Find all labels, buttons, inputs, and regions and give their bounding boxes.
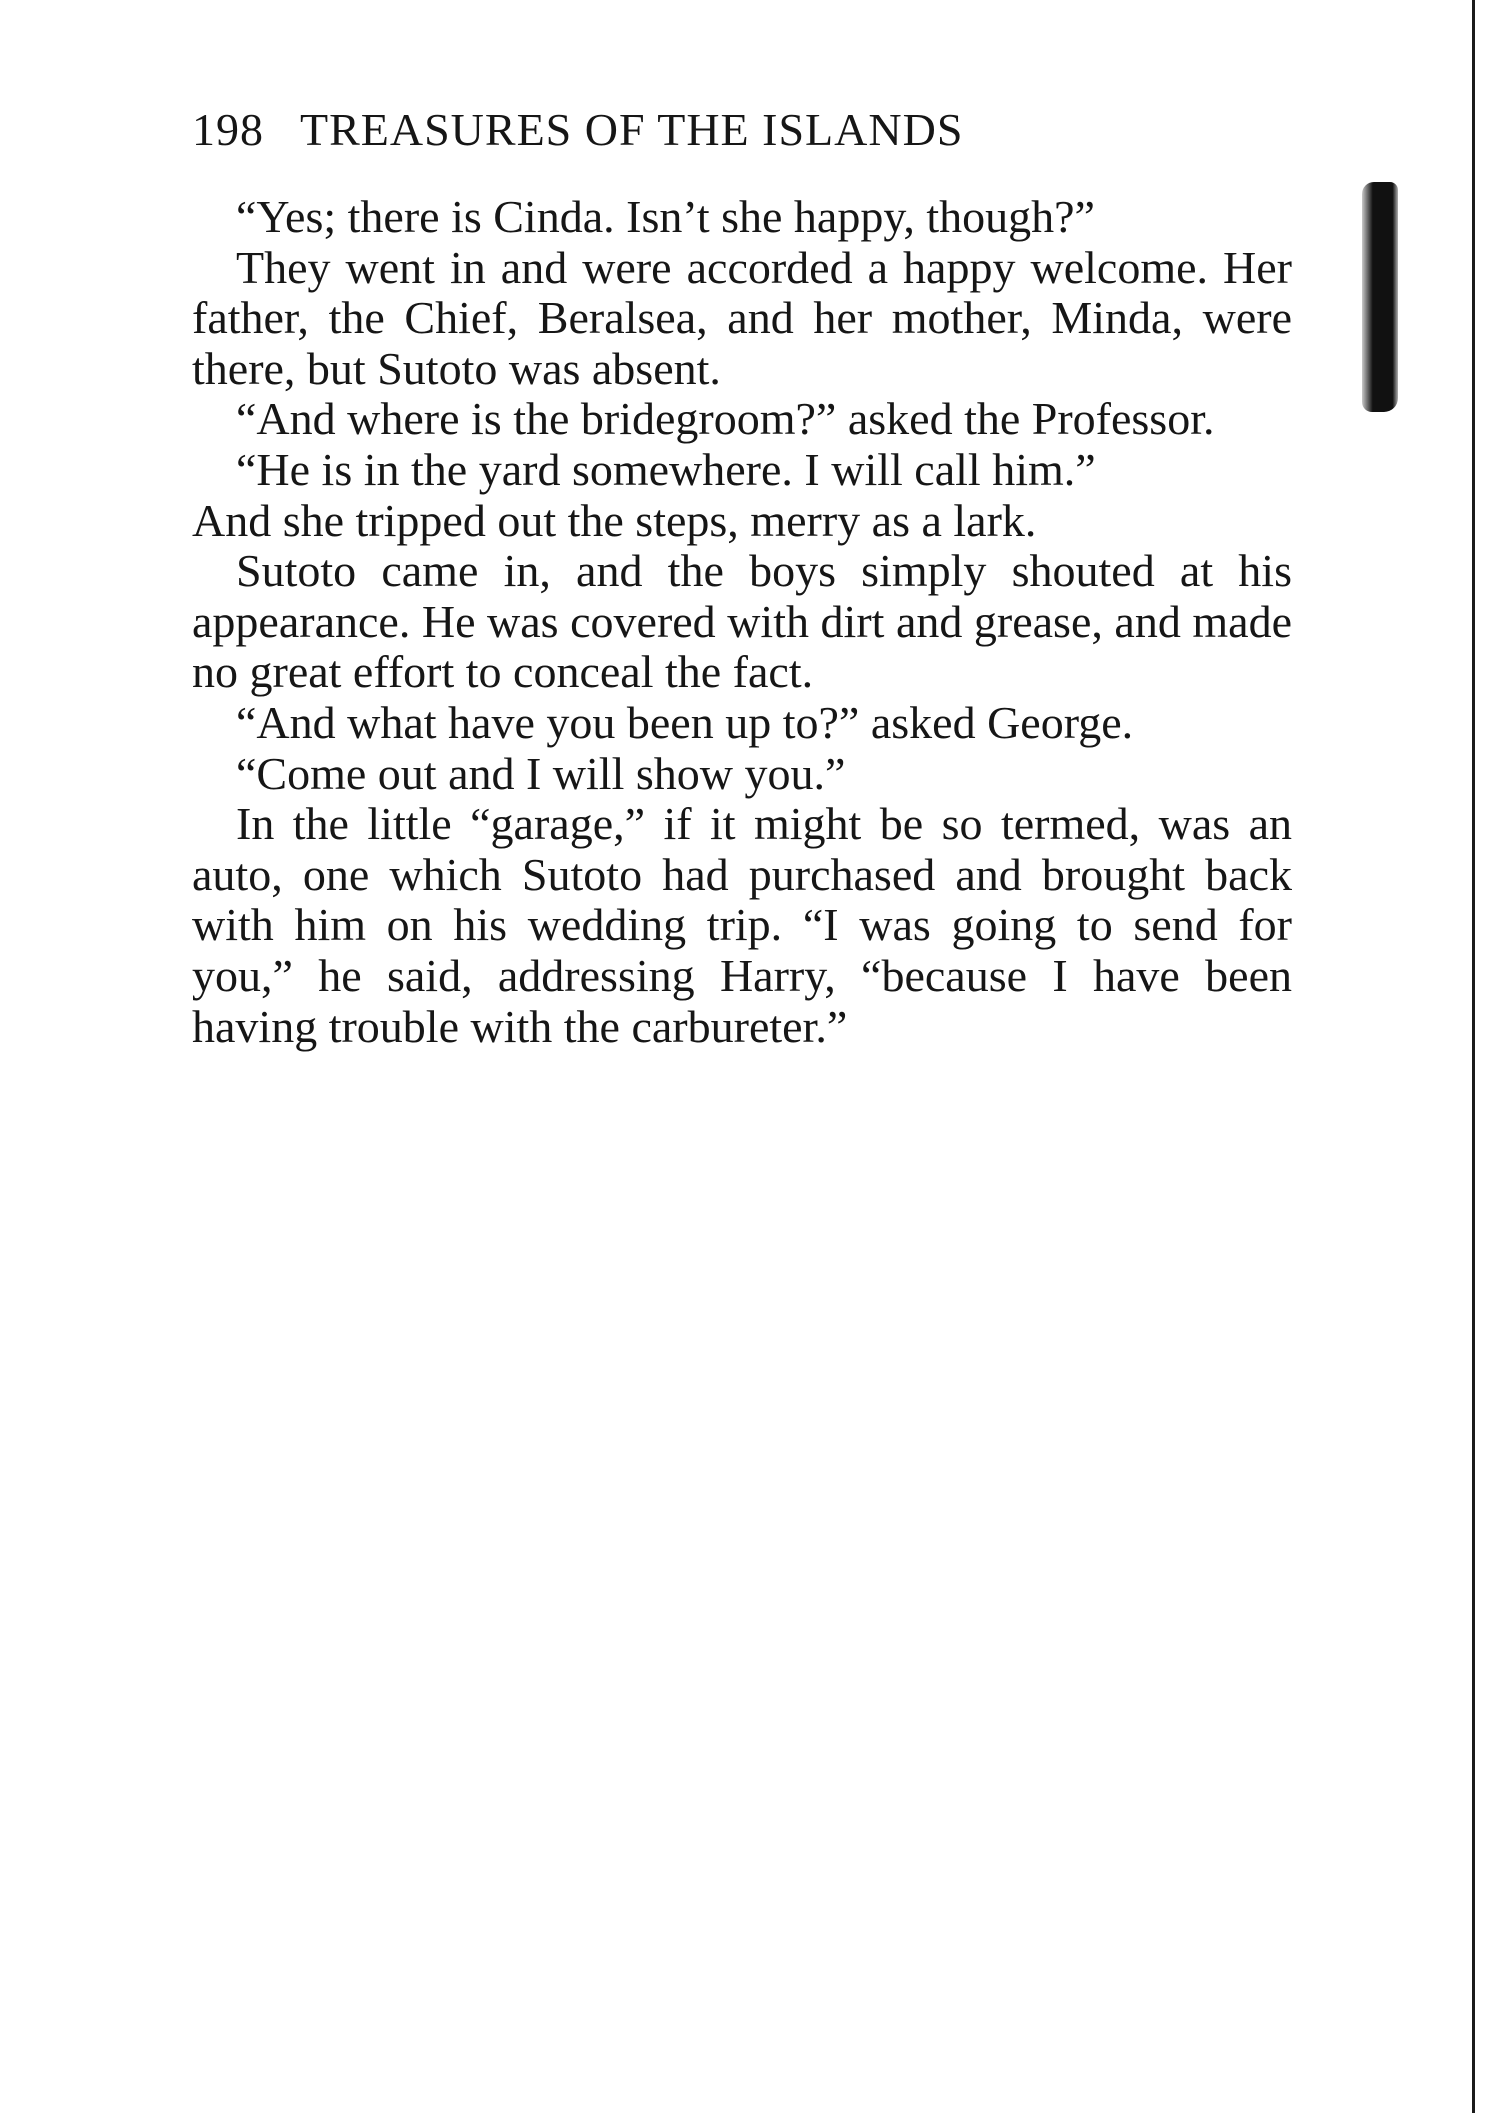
paragraph: And she tripped out the steps, merry as a lark. — [192, 494, 1037, 546]
paragraph: “Yes; there is Cinda. Isn’t she happy, though?” — [236, 191, 1095, 242]
page-edge-smudge — [1362, 182, 1398, 412]
paragraph: “And where is the bridegroom?” asked the Professor. — [236, 393, 1215, 445]
body-text — [192, 192, 1292, 1052]
paragraph: “And what have you been up to?” asked George. — [236, 696, 1134, 748]
page-number: 198 — [192, 104, 264, 155]
running-header — [192, 100, 1292, 160]
running-title: TREASURES OF THE ISLANDS — [300, 104, 964, 155]
paragraph: “He is in the yard somewhere. I will call him.” — [236, 443, 1096, 495]
page-edge-line — [1472, 0, 1475, 2113]
paragraph: “Come out and I will show you.” — [236, 747, 846, 799]
paragraph: In the little “garage,” if it might be so termed, was an auto, one which Sutoto had purchased and brought back with him on his wedding trip. “I was going to send for you,” he said, addressing Harry, “because I have been having trouble with the carbureter.” — [192, 798, 1292, 1052]
paragraph: They went in and were accorded a happy welcome. Her father, the Chief, Beralsea, and her mother, Minda, were there, but Sutoto was absent. — [192, 241, 1292, 394]
paragraph: Sutoto came in, and the boys simply shouted at his appearance. He was covered with dirt and grease, and made no great effort to conceal the fact. — [192, 545, 1292, 698]
